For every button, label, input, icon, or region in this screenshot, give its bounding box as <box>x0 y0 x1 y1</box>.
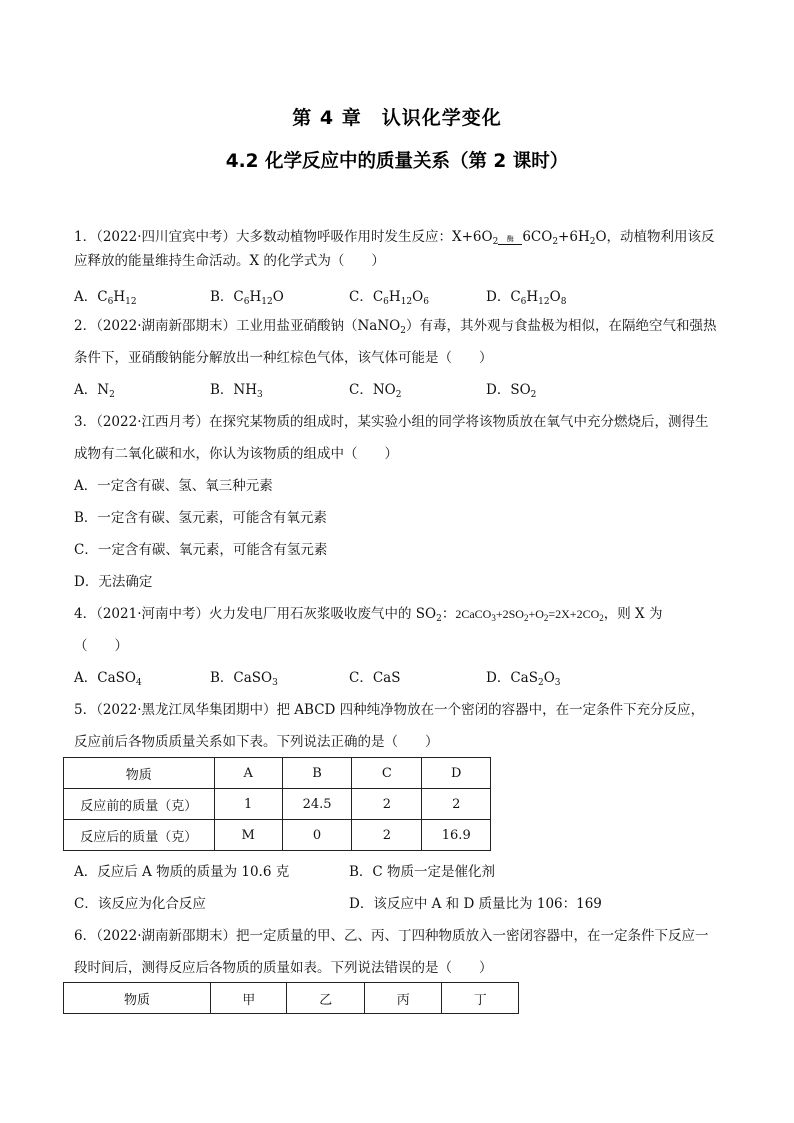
table-cell: 物质 <box>64 758 215 789</box>
q5-option-a[interactable]: A．反应后 A 物质的质量为 10.6 克 <box>74 864 290 880</box>
table-cell: 2 <box>422 789 491 820</box>
q1-option-b[interactable]: B．$C_6H_{12}O$ <box>210 289 284 307</box>
q2-option-d[interactable]: D．$SO_2$ <box>486 382 537 400</box>
table-cell: 1 <box>214 789 282 820</box>
table-cell: 反应前的质量（克） <box>64 789 215 820</box>
table-cell: B <box>282 758 351 789</box>
q5-option-c[interactable]: C．该反应为化合反应 <box>74 896 206 912</box>
table-cell: C <box>352 758 422 789</box>
table-cell: D <box>422 758 491 789</box>
table-cell: M <box>214 820 282 851</box>
q5-line-1: 5．（2022·黑龙江凤华集团期中）把 ABCD 四种纯净物放在一个密闭的容器中，在一定条件下充分反应， <box>74 702 705 718</box>
q4-option-b[interactable]: B．CaSO$_3$ <box>210 670 278 688</box>
q4-option-a[interactable]: A．CaSO$_4$ <box>74 670 142 688</box>
q5-option-d[interactable]: D．该反应中 A 和 D 质量比为 106：169 <box>349 896 602 912</box>
section-title: 4.2 化学反应中的质量关系（第 2 课时） <box>225 151 569 172</box>
q3-option-b[interactable]: B．一定含有碳、氢元素，可能含有氧元素 <box>74 510 327 526</box>
q5-mass-table <box>63 757 491 851</box>
q4-option-c[interactable]: C．CaS <box>349 670 401 686</box>
q6-line-1: 6．（2022·湖南新邵期末）把一定质量的甲、乙、丙、丁四种物质放入一密闭容器中，在一定条件下反应一 <box>74 928 709 944</box>
table-cell: 丁 <box>442 983 519 1014</box>
q5-line-2: 反应前后各物质质量关系如下表。下列说法正确的是（ ） <box>74 734 439 750</box>
chapter-title: 第 4 章 认识化学变化 <box>292 107 502 129</box>
q6-mass-table <box>63 982 519 1014</box>
table-cell: 丙 <box>364 983 442 1014</box>
q6-line-2: 段时间后，测得反应后各物质的质量如表。下列说法错误的是（ ） <box>74 960 493 976</box>
table-row <box>64 789 491 820</box>
table-cell: 24.5 <box>282 789 351 820</box>
table-header-row <box>64 758 491 789</box>
q4-equation: $2CaCO_3+2SO_2+O_2=2X+2CO_2$ <box>455 607 604 623</box>
q1-line-1: 1．（2022·四川宜宾中考）大多数动植物呼吸作用时发生反应：$X+6O_2$ 酶 $6CO_2+6H_2O$，动植物利用该反 <box>74 229 715 247</box>
table-cell: A <box>214 758 282 789</box>
table-cell: 反应后的质量（克） <box>64 820 215 851</box>
q2-option-b[interactable]: B．$NH_3$ <box>210 382 263 400</box>
q2-option-a[interactable]: A．$N_2$ <box>74 382 115 400</box>
q1-option-a[interactable]: A．$C_6H_{12}$ <box>74 289 137 307</box>
table-cell: 2 <box>352 820 422 851</box>
q3-line-1: 3．（2022·江西月考）在探究某物质的组成时，某实验小组的同学将该物质放在氧气中充分燃烧后，测得生 <box>74 414 709 430</box>
q3-option-a[interactable]: A．一定含有碳、氢、氧三种元素 <box>74 478 273 494</box>
table-cell: 甲 <box>210 983 287 1014</box>
q1-option-c[interactable]: C．$C_6H_{12}O_6$ <box>349 289 429 307</box>
q5-option-b[interactable]: B．C 物质一定是催化剂 <box>349 864 496 880</box>
table-cell: 0 <box>282 820 351 851</box>
q4-line-2: （ ） <box>74 638 128 654</box>
reaction-arrow: 酶 <box>498 243 522 245</box>
table-cell: 物质 <box>64 983 211 1014</box>
q4-line-1: 4．（2021·河南中考）火力发电厂用石灰浆吸收废气中的 $SO_2$：$2CaCO_3+2SO_2+O_2=2X+2CO_2$，则 X 为 <box>74 606 663 624</box>
table-cell: 16.9 <box>422 820 491 851</box>
q3-line-2: 成物有二氧化碳和水，你认为该物质的组成中（ ） <box>74 446 398 462</box>
table-cell: 乙 <box>287 983 365 1014</box>
table-cell: 2 <box>352 789 422 820</box>
table-header-row <box>64 983 519 1014</box>
table-row <box>64 820 491 851</box>
q4-option-d[interactable]: D．$CaS_2O_3$ <box>486 670 561 688</box>
q1-option-d[interactable]: D．$C_6H_{12}O_8$ <box>486 289 567 307</box>
q2-option-c[interactable]: C．$NO_2$ <box>349 382 402 400</box>
q2-line-1: 2．（2022·湖南新邵期末）工业用盐亚硝酸钠（NaNO$_2$）有毒，其外观与食盐极为相似，在隔绝空气和强热 <box>74 318 717 336</box>
q2-line-2: 条件下，亚硝酸钠能分解放出一种红棕色气体，该气体可能是（ ） <box>74 350 493 366</box>
q1-line-2: 应释放的能量维持生命活动。X 的化学式为（ ） <box>74 253 385 269</box>
q3-option-c[interactable]: C．一定含有碳、氧元素，可能含有氢元素 <box>74 542 328 558</box>
q3-option-d[interactable]: D．无法确定 <box>74 574 153 590</box>
